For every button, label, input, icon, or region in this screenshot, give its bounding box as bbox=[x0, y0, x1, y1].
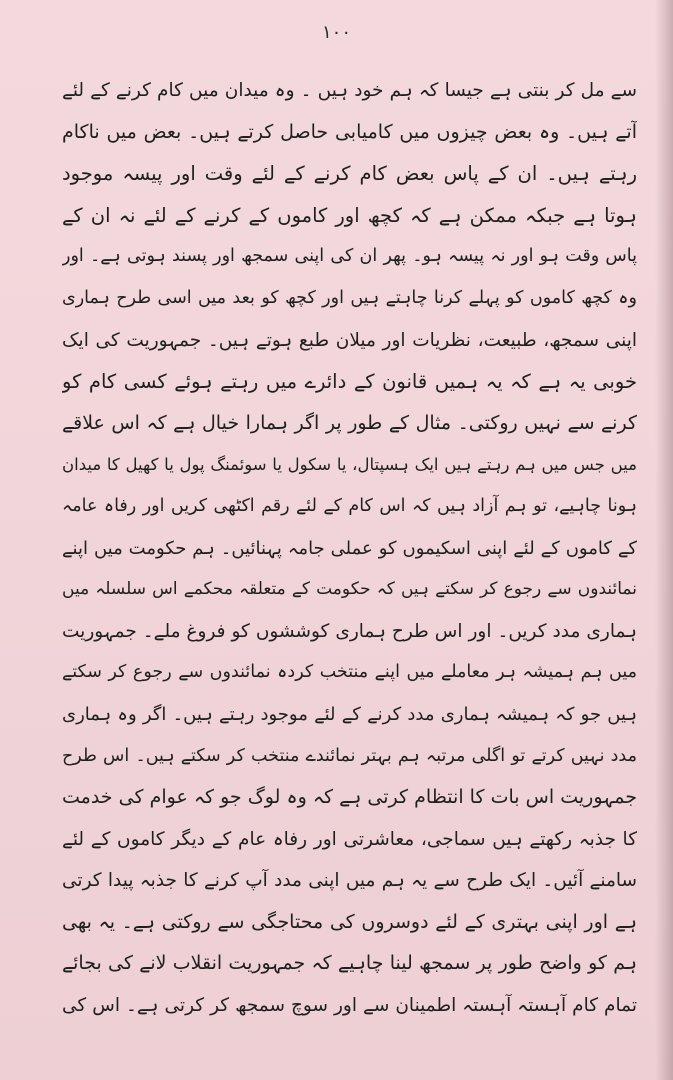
text-line: جمہوریت اس بات کا انتظام کرتی ہے کہ وہ لوگ جو کہ عوام کی خدمت bbox=[62, 786, 637, 809]
text-line: تمام کام آہستہ آہستہ اطمینان سے اور سوچ سمجھ کر کرتی ہے۔ اس کی bbox=[62, 995, 637, 1017]
text-line: رہتے ہیں۔ ان کے پاس بعض کام کرنے کے لئے وقت اور پیسہ موجود bbox=[62, 162, 637, 186]
text-line: کے کاموں کے لئے اپنی اسکیموں کو عملی جامہ پہنائیں۔ ہم حکومت میں اپنے bbox=[62, 537, 637, 559]
text-line: میں جس میں ہم رہتے ہیں ایک ہسپتال، یا سکول یا سوئمنگ پول یا کھیل کا میدان bbox=[62, 455, 637, 475]
text-line: آتے ہیں۔ وہ بعض چیزوں میں کامیابی حاصل کرتے ہیں۔ بعض میں ناکام bbox=[62, 120, 637, 143]
text-line: وہ کچھ کاموں کو پہلے کرنا چاہتے ہیں اور کچھ کو بعد میں اسی طرح ہماری bbox=[62, 287, 637, 308]
text-line: ہونا چاہیے، تو ہم آزاد ہیں کہ اس کام کے لئے رقم اکٹھی کریں اور رفاہ عامہ bbox=[62, 495, 637, 516]
text-line: کا جذبہ رکھتے ہیں سماجی، معاشرتی اور رفاہ عام کے دیگر کاموں کے لئے bbox=[62, 828, 637, 850]
text-line: اپنی سمجھ، طبیعت، نظریات اور میلان طبع ہوتے ہیں۔ جمہوریت کی ایک bbox=[62, 329, 637, 351]
text-line: ہوتا ہے جبکہ ممکن ہے کہ کچھ اور کاموں کے کرنے کے لئے نہ ان کے bbox=[62, 203, 637, 227]
text-line: ہماری مدد کریں۔ اور اس طرح ہماری کوششوں کو فروغ ملے۔ جمہوریت bbox=[62, 620, 637, 642]
text-line: ہیں جو کہ ہمیشہ ہماری مدد کرنے کے لئے موجود رہتے ہیں۔ اگر وہ ہماری bbox=[62, 703, 637, 725]
text-line: ہے اور اپنی بہتری کے لئے دوسروں کی محتاجگی سے روکتی ہے۔ یہ بھی bbox=[62, 910, 637, 933]
text-line: نمائندوں سے رجوع کر سکتے ہیں کہ حکومت کے متعلقہ محکمے اس سلسلہ میں bbox=[62, 579, 637, 600]
text-line: مدد نہیں کرتے تو اگلی مرتبہ ہم بہتر نمائندے منتخب کر سکتے ہیں۔ اس طرح bbox=[62, 745, 637, 766]
text-line: کرنے سے نہیں روکتی۔ مثال کے طور پر اگر ہمارا خیال ہے کہ اس علاقے bbox=[62, 411, 637, 434]
text-line: میں ہم ہمیشہ ہر معاملے میں اپنے منتخب کردہ نمائندوں سے رجوع کر سکتے bbox=[62, 662, 637, 683]
text-line: پاس وقت ہو اور نہ پیسہ ہو۔ پھر ان کی اپنی سمجھ اور پسند ہوتی ہے۔ اور bbox=[62, 246, 637, 267]
text-line: سے مل کر بنتی ہے جیسا کہ ہم خود ہیں ۔ وہ میدان میں کام کرنے کے لئے bbox=[62, 80, 637, 101]
text-line: سامنے آئیں۔ ایک طرح سے یہ ہم میں اپنی مدد آپ کرنے کا جذبہ پیدا کرتی bbox=[62, 870, 637, 892]
page-number: ۱۰۰ bbox=[321, 22, 351, 43]
text-line: ہم کو واضح طور پر سمجھ لینا چاہیے کہ جمہوریت انقلاب لانے کی بجائے bbox=[62, 952, 637, 975]
body-text bbox=[62, 70, 637, 1027]
text-line: خوبی یہ ہے کہ یہ ہمیں قانون کے دائرے میں رہتے ہوئے کسی کام کو bbox=[62, 370, 637, 394]
